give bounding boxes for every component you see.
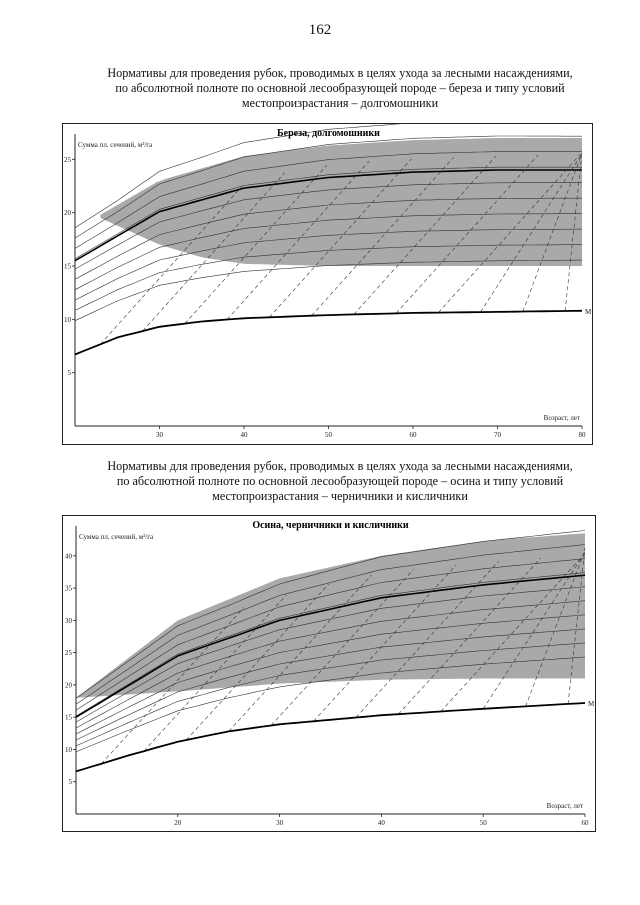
caption-line: по абсолютной полноте по основной лесообразующей породе – осина и типу условий xyxy=(116,474,564,488)
y-tick-label: 25 xyxy=(65,649,72,658)
minimum-density-curve xyxy=(75,311,582,355)
y-tick-label: 10 xyxy=(65,745,72,754)
y-tick-label: 5 xyxy=(67,369,71,378)
y-tick-label: 15 xyxy=(64,262,71,271)
x-tick-label: 30 xyxy=(276,819,284,827)
x-tick-label: 50 xyxy=(479,819,487,827)
y-tick-label: 5 xyxy=(68,778,72,787)
chart-birch-svg xyxy=(63,124,592,444)
x-tick-label: 70 xyxy=(494,431,501,439)
y-tick-label: 10 xyxy=(64,315,71,324)
recommended-zone-band xyxy=(100,138,582,266)
chart-title: Осина, черничники и кисличники xyxy=(252,520,409,531)
minimum-density-curve xyxy=(76,703,585,771)
caption-line: местопроизрастания – долгомошники xyxy=(241,96,439,110)
x-tick-label: 40 xyxy=(377,819,385,827)
x-axis-label: Возраст, лет xyxy=(543,414,580,422)
y-tick-label: 40 xyxy=(65,552,72,561)
y-tick-label: 25 xyxy=(64,155,71,164)
x-tick-label: 60 xyxy=(409,431,417,439)
x-tick-label: 50 xyxy=(325,431,332,439)
x-tick-label: 30 xyxy=(156,431,163,439)
caption-line: Нормативы для проведения рубок, проводимых в целях ухода за лесными насаждениями, xyxy=(107,66,573,80)
y-tick-label: 30 xyxy=(65,616,72,625)
caption-line: по абсолютной полноте по основной лесообразующей породе – береза и типу условий xyxy=(115,81,565,95)
minimum-curve-label: M xyxy=(585,307,592,316)
chart-birch xyxy=(62,123,593,445)
caption-line: местопроизрастания – черничники и кисличники xyxy=(212,489,468,503)
y-axis-label: Сумма пл. сечений, м²/га xyxy=(79,533,154,541)
y-tick-label: 20 xyxy=(64,209,71,218)
caption-line: Нормативы для проведения рубок, проводимых в целях ухода за лесными насаждениями, xyxy=(107,459,573,473)
x-tick-label: 80 xyxy=(578,431,586,439)
chart-aspen-svg xyxy=(63,516,595,831)
recommended-zone-band xyxy=(76,533,585,698)
page-number: 162 xyxy=(308,22,332,38)
chart-caption-birch xyxy=(60,66,620,111)
minimum-curve-label: M xyxy=(588,699,595,708)
x-tick-label: 20 xyxy=(174,819,182,827)
y-tick-label: 15 xyxy=(65,713,72,722)
chart-title: Береза, долгомошники xyxy=(277,128,380,139)
chart-caption-aspen xyxy=(60,459,620,504)
y-axis-label: Сумма пл. сечений, м²/га xyxy=(78,141,153,149)
y-tick-label: 20 xyxy=(65,681,72,690)
y-tick-label: 35 xyxy=(65,584,72,593)
chart-aspen xyxy=(62,515,596,832)
x-tick-label: 40 xyxy=(240,431,248,439)
x-axis-label: Возраст, лет xyxy=(546,802,583,810)
x-tick-label: 60 xyxy=(581,819,589,827)
